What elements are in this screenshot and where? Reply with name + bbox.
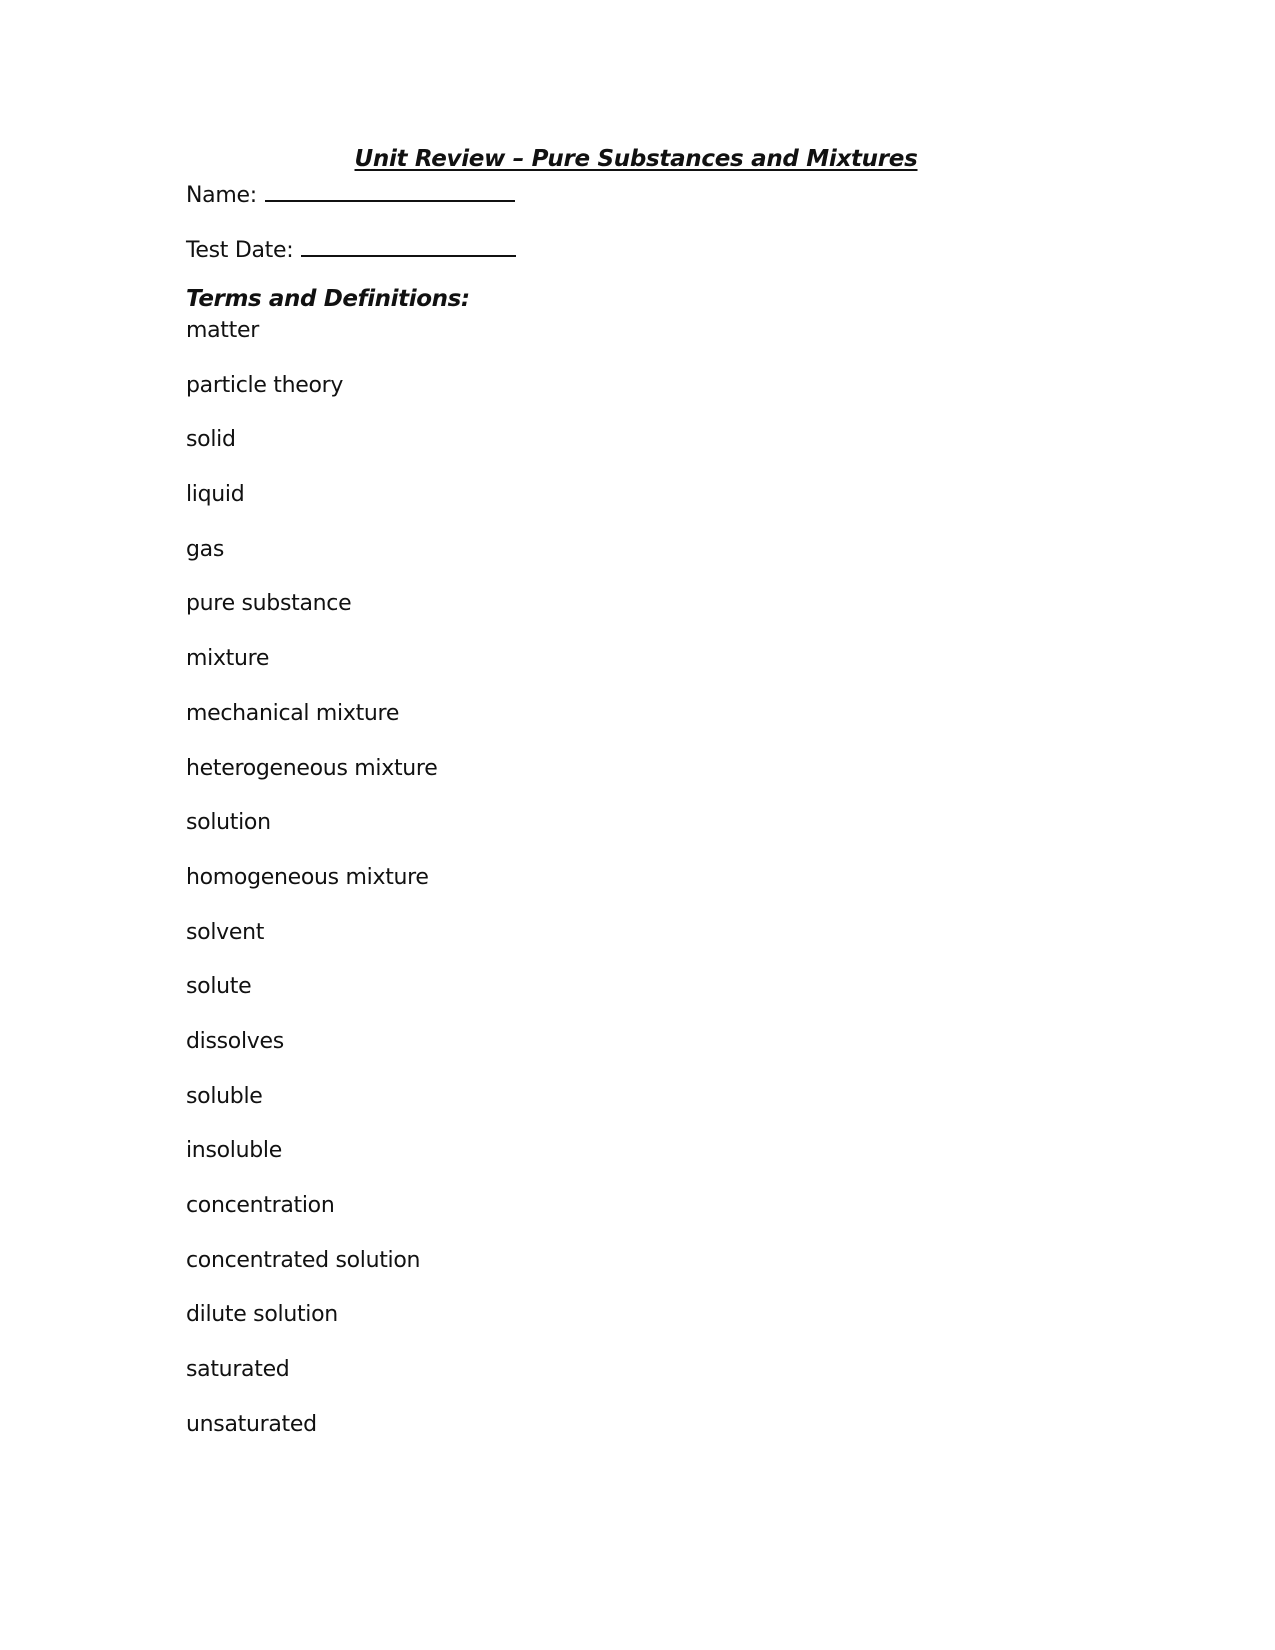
term-item: pure substance: [186, 591, 352, 617]
name-blank-line[interactable]: [265, 178, 515, 202]
term-item: solvent: [186, 919, 265, 945]
term-item: concentrated solution: [186, 1247, 421, 1273]
term-item: saturated: [186, 1357, 290, 1383]
term-item: mixture: [186, 646, 270, 672]
term-item: homogeneous mixture: [186, 864, 429, 890]
term-item: gas: [186, 536, 225, 562]
test-date-label: Test Date:: [186, 238, 294, 263]
term-item: mechanical mixture: [186, 700, 400, 726]
term-item: dilute solution: [186, 1302, 338, 1328]
term-item: solute: [186, 974, 252, 1000]
terms-list: [186, 318, 437, 1466]
term-item: insoluble: [186, 1138, 282, 1164]
term-item: liquid: [186, 482, 245, 508]
term-item: soluble: [186, 1083, 263, 1109]
term-item: heterogeneous mixture: [186, 755, 438, 781]
term-item: unsaturated: [186, 1411, 317, 1437]
name-field: [186, 178, 515, 208]
term-item: particle theory: [186, 372, 344, 398]
name-label: Name:: [186, 183, 257, 208]
term-item: solution: [186, 810, 271, 836]
term-item: solid: [186, 427, 236, 453]
page-title: Unit Review – Pure Substances and Mixtures: [354, 146, 918, 172]
section-heading: Terms and Definitions:: [186, 286, 470, 312]
test-date-blank-line[interactable]: [301, 233, 516, 257]
term-item: matter: [186, 318, 259, 343]
test-date-field: [186, 233, 516, 263]
term-item: concentration: [186, 1193, 335, 1218]
term-item: dissolves: [186, 1028, 284, 1054]
